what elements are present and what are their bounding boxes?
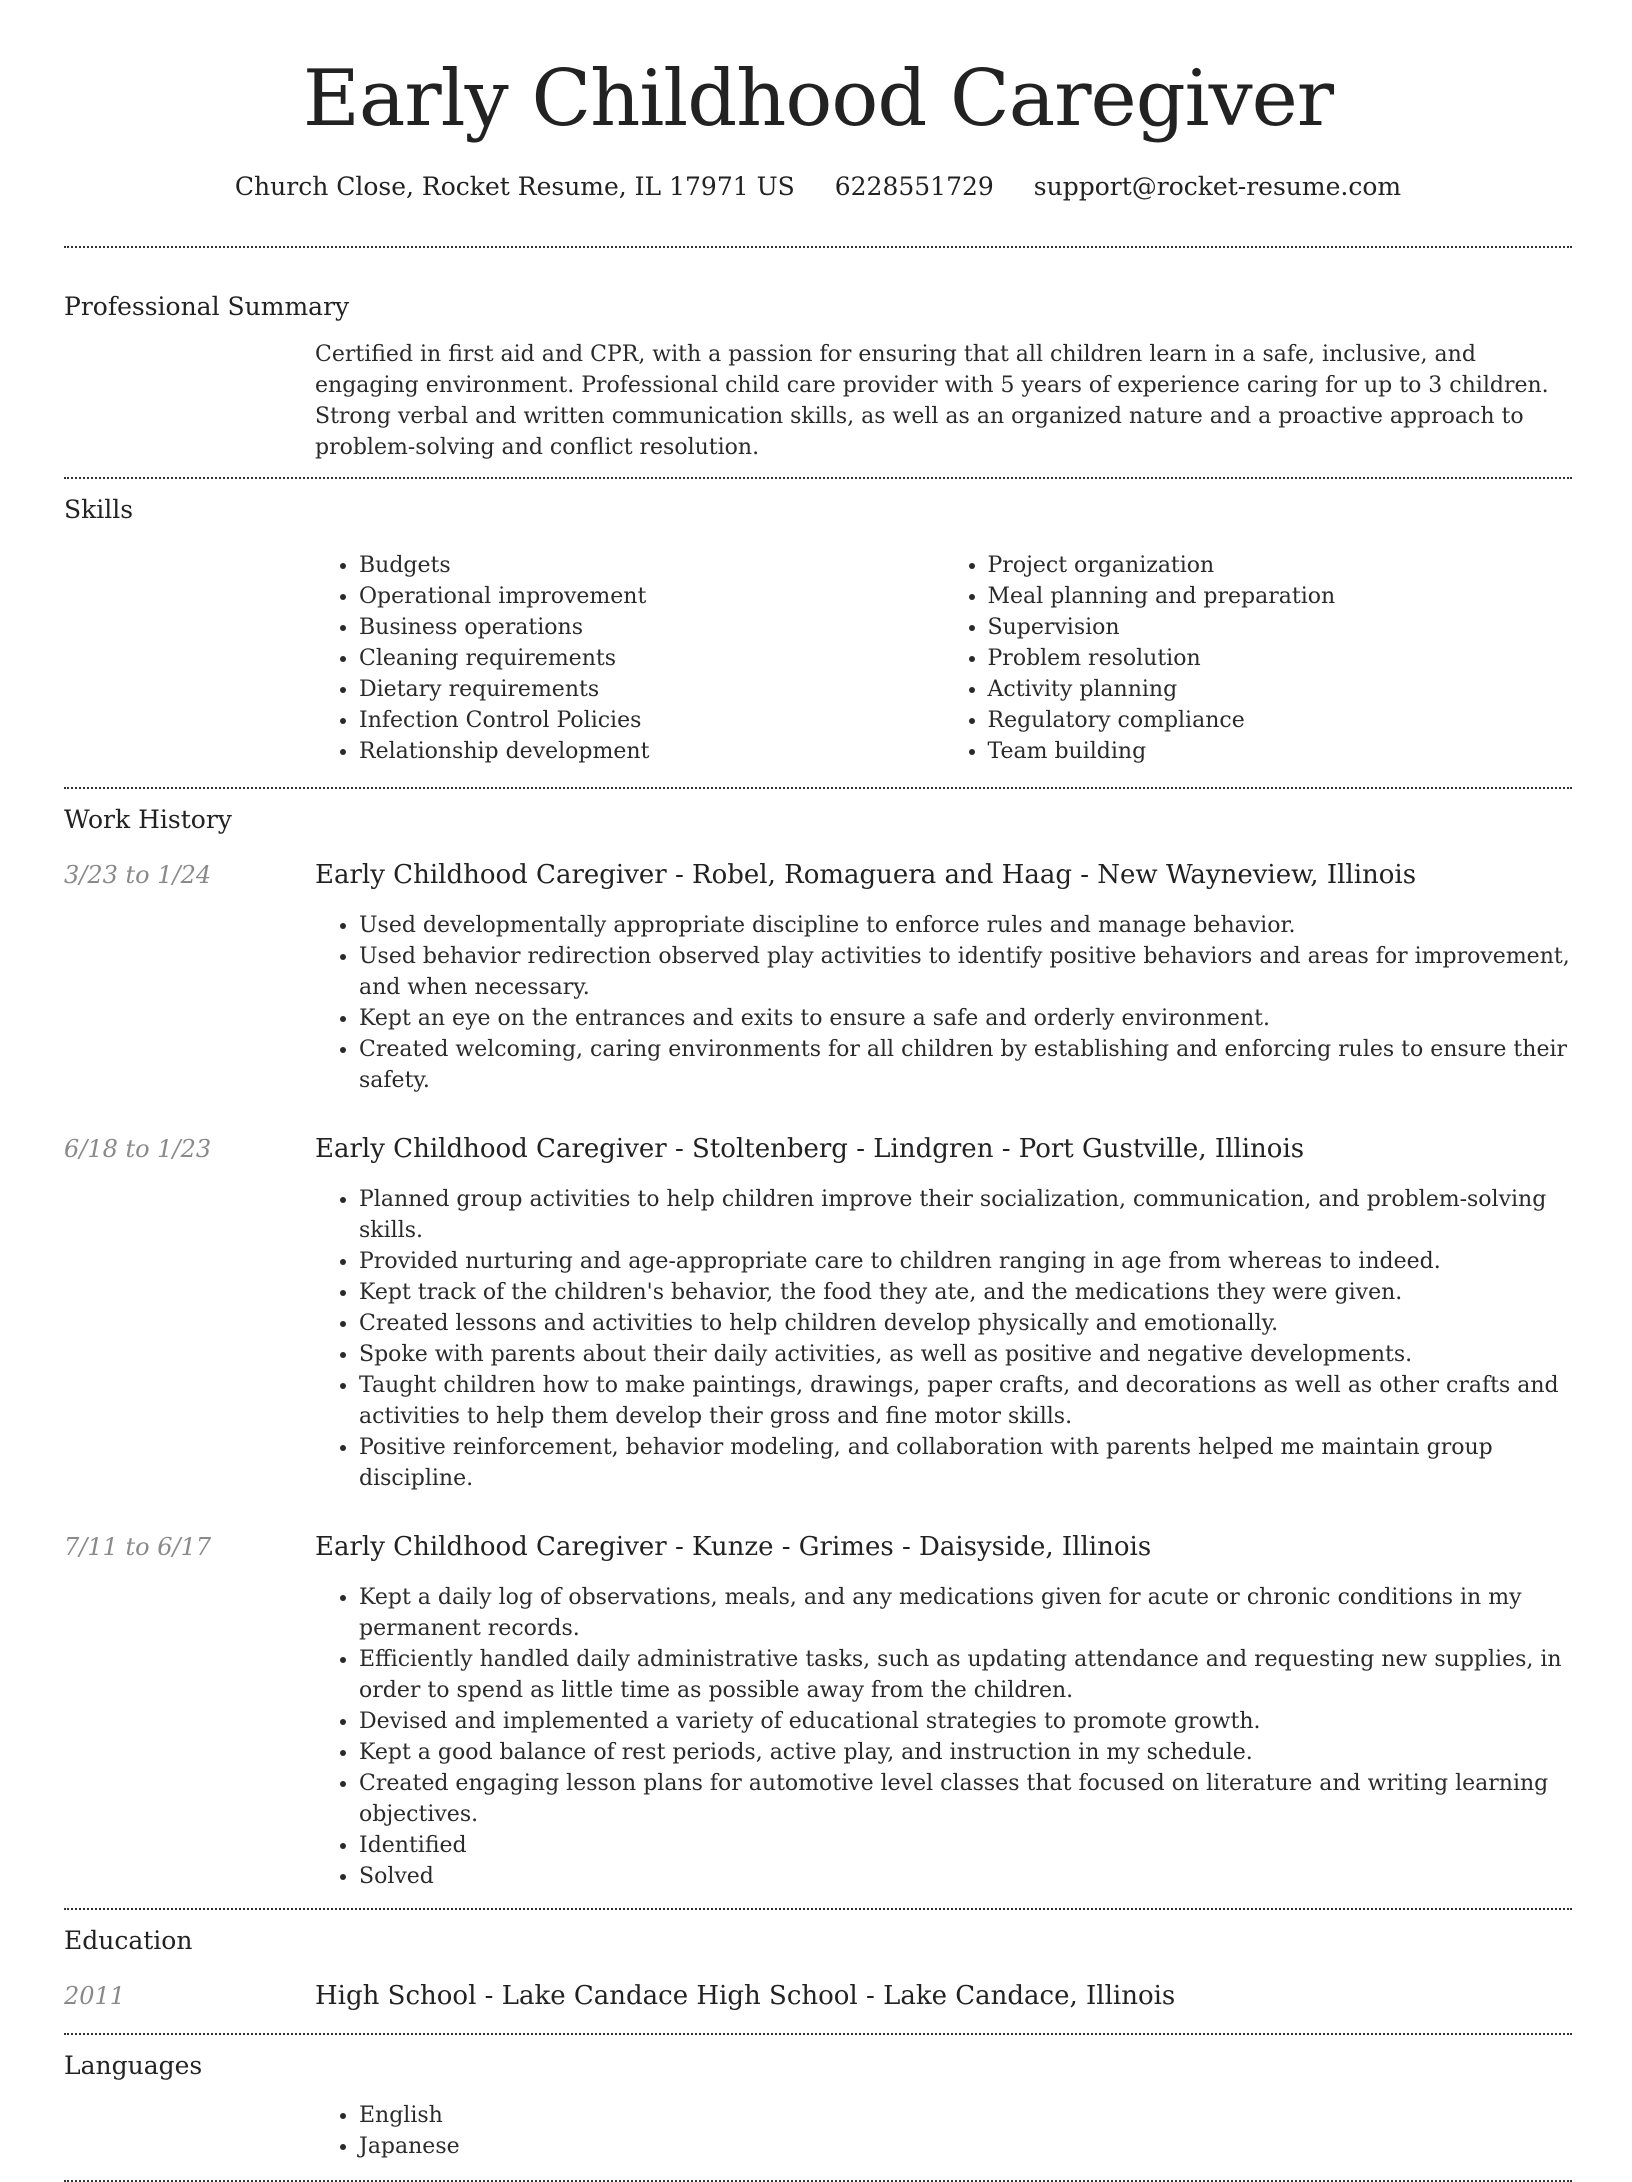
education-title: Education bbox=[64, 1926, 193, 1955]
job-bullet: • Identified bbox=[359, 1830, 1572, 1861]
skill-item: • Business operations bbox=[359, 612, 944, 643]
divider bbox=[64, 477, 1572, 479]
language-item: • Japanese bbox=[359, 2131, 1572, 2162]
job-bullet: • Taught children how to make paintings, drawings, paper crafts, and decorations as well as other crafts and activities to help them develop their gross and fine motor skills. bbox=[359, 1370, 1572, 1432]
skill-item: • Team building bbox=[988, 736, 1573, 767]
skills-title: Skills bbox=[64, 495, 134, 524]
job-bullet: • Created lessons and activities to help children develop physically and emotionally. bbox=[359, 1308, 1572, 1339]
job-bullets bbox=[315, 1582, 1572, 1892]
skill-item: • Operational improvement bbox=[359, 581, 944, 612]
job-bullet: • Used behavior redirection observed play activities to identify positive behaviors and areas for improvement, and when necessary. bbox=[359, 941, 1572, 1003]
job-bullet: • Spoke with parents about their daily activities, as well as positive and negative developments. bbox=[359, 1339, 1572, 1370]
summary-text: Certified in first aid and CPR, with a passion for ensuring that all children learn in a safe, inclusive, and engaging environment. Professional child care provider with 5 years of experience caring for up to 3 children. Strong verbal and written communication skills, as well as an organized nature and a proactive approach to problem-solving and conflict resolution. bbox=[315, 342, 1549, 460]
contact-phone: 6228551729 bbox=[834, 172, 994, 201]
divider bbox=[64, 246, 1572, 248]
job-header bbox=[64, 860, 1572, 890]
job-bullet: • Positive reinforcement, behavior modeling, and collaboration with parents helped me maintain group discipline. bbox=[359, 1432, 1572, 1494]
skill-item: • Regulatory compliance bbox=[988, 705, 1573, 736]
skill-item: • Activity planning bbox=[988, 674, 1573, 705]
job-dates: 3/23 to 1/24 bbox=[64, 861, 212, 889]
language-item: • English bbox=[359, 2100, 1572, 2131]
job-heading: Early Childhood Caregiver - Kunze - Grimes - Daisyside, Illinois bbox=[315, 1532, 1152, 1562]
job-bullet: • Kept track of the children's behavior, the food they ate, and the medications they were given. bbox=[359, 1277, 1572, 1308]
skill-item: • Cleaning requirements bbox=[359, 643, 944, 674]
job-heading: Early Childhood Caregiver - Stoltenberg - Lindgren - Port Gustville, Illinois bbox=[315, 1134, 1305, 1164]
languages-section bbox=[64, 2053, 1572, 2162]
skill-item: • Relationship development bbox=[359, 736, 944, 767]
job-entry bbox=[64, 1532, 1572, 1892]
job-bullet: • Planned group activities to help children improve their socialization, communication, and problem-solving skills. bbox=[359, 1184, 1572, 1246]
job-heading: Early Childhood Caregiver - Robel, Romaguera and Haag - New Wayneview, Illinois bbox=[315, 860, 1417, 890]
divider bbox=[64, 1908, 1572, 1910]
work-section bbox=[64, 807, 1572, 1892]
job-bullet: • Efficiently handled daily administrative tasks, such as updating attendance and requesting new supplies, in order to spend as little time as possible away from the children. bbox=[359, 1644, 1572, 1706]
skill-item: • Infection Control Policies bbox=[359, 705, 944, 736]
job-header bbox=[64, 1134, 1572, 1164]
skill-item: • Supervision bbox=[988, 612, 1573, 643]
resume-name: Early Childhood Caregiver bbox=[302, 54, 1334, 144]
contact-email: support@rocket-resume.com bbox=[1033, 172, 1402, 201]
skills-left-column bbox=[315, 550, 944, 767]
job-bullet: • Kept a daily log of observations, meals, and any medications given for acute or chronic conditions in my permanent records. bbox=[359, 1582, 1572, 1644]
skills-section bbox=[64, 497, 1572, 767]
education-section bbox=[64, 1928, 1572, 2011]
contact-address: Church Close, Rocket Resume, IL 17971 US bbox=[234, 172, 795, 201]
skill-item: • Dietary requirements bbox=[359, 674, 944, 705]
job-bullets bbox=[315, 910, 1572, 1096]
job-bullet: • Kept an eye on the entrances and exits to ensure a safe and orderly environment. bbox=[359, 1003, 1572, 1034]
work-title: Work History bbox=[64, 805, 232, 834]
skill-item: • Problem resolution bbox=[988, 643, 1573, 674]
languages-title: Languages bbox=[64, 2051, 203, 2080]
job-bullet: • Created engaging lesson plans for automotive level classes that focused on literature and writing learning objectives. bbox=[359, 1768, 1572, 1830]
job-bullets bbox=[315, 1184, 1572, 1494]
skill-item: • Project organization bbox=[988, 550, 1573, 581]
education-heading: High School - Lake Candace High School - Lake Candace, Illinois bbox=[315, 1981, 1176, 2011]
job-bullet: • Provided nurturing and age-appropriate care to children ranging in age from whereas to indeed. bbox=[359, 1246, 1572, 1277]
contact-line bbox=[64, 172, 1572, 210]
job-bullet: • Created welcoming, caring environments for all children by establishing and enforcing rules to ensure their safety. bbox=[359, 1034, 1572, 1096]
job-bullet: • Used developmentally appropriate discipline to enforce rules and manage behavior. bbox=[359, 910, 1572, 941]
education-year: 2011 bbox=[64, 1982, 126, 2010]
job-bullet: • Kept a good balance of rest periods, active play, and instruction in my schedule. bbox=[359, 1737, 1572, 1768]
divider bbox=[64, 2033, 1572, 2035]
divider bbox=[64, 787, 1572, 789]
skills-list bbox=[315, 550, 1572, 767]
job-entry bbox=[64, 860, 1572, 1096]
job-entry bbox=[64, 1134, 1572, 1494]
summary-section bbox=[64, 294, 1572, 463]
resume-page bbox=[64, 0, 1572, 2182]
summary-title: Professional Summary bbox=[64, 292, 350, 321]
languages-list bbox=[315, 2100, 1572, 2162]
education-entry bbox=[64, 1981, 1572, 2011]
job-bullet: • Devised and implemented a variety of educational strategies to promote growth. bbox=[359, 1706, 1572, 1737]
skills-right-column bbox=[944, 550, 1573, 767]
skill-item: • Meal planning and preparation bbox=[988, 581, 1573, 612]
job-bullet: • Solved bbox=[359, 1861, 1572, 1892]
job-dates: 6/18 to 1/23 bbox=[64, 1135, 212, 1163]
skill-item: • Budgets bbox=[359, 550, 944, 581]
job-header bbox=[64, 1532, 1572, 1562]
job-dates: 7/11 to 6/17 bbox=[64, 1533, 212, 1561]
jobs-list bbox=[64, 860, 1572, 1892]
